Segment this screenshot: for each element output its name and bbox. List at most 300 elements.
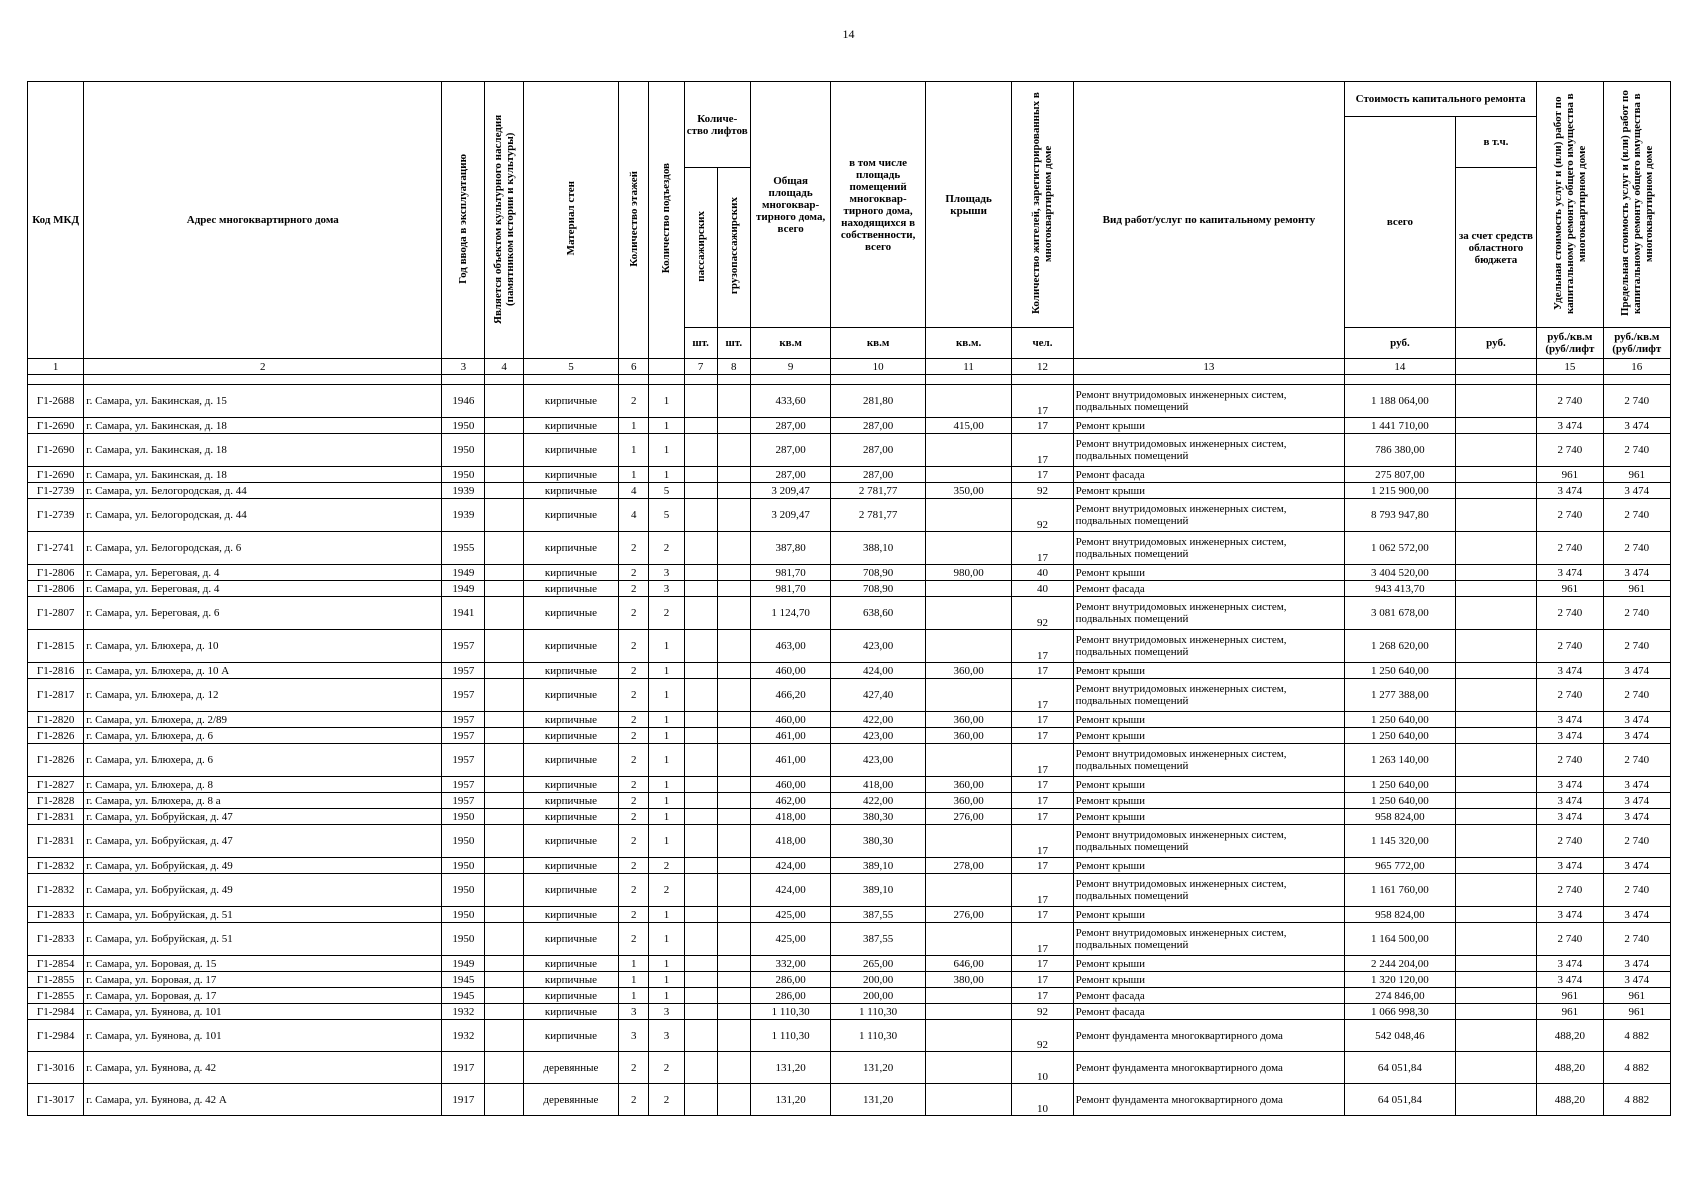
cell-cost-region — [1455, 532, 1536, 565]
cell-unit-cost: 3 474 — [1537, 565, 1603, 581]
cell-wall-material: кирпичные — [523, 858, 619, 874]
cell-max-cost: 3 474 — [1603, 793, 1670, 809]
cell-roof-area — [925, 1052, 1011, 1084]
cell-year: 1949 — [442, 581, 485, 597]
cell-roof-area: 415,00 — [925, 418, 1011, 434]
cell-area-total: 463,00 — [750, 630, 830, 663]
cell-cost-total: 1 062 572,00 — [1345, 532, 1456, 565]
cell-cost-total: 1 250 640,00 — [1345, 728, 1456, 744]
cell-floors: 2 — [619, 858, 649, 874]
cell-passenger-lifts — [684, 499, 717, 532]
cell-cargo-lifts — [717, 712, 750, 728]
cell-floors: 2 — [619, 630, 649, 663]
cell-area-owned: 423,00 — [831, 744, 926, 777]
cell-wall-material: кирпичные — [523, 956, 619, 972]
cell-unit-cost: 3 474 — [1537, 777, 1603, 793]
cell-year: 1957 — [442, 744, 485, 777]
cell-work-type: Ремонт внутридомовых инженерных систем, подвальных помещений — [1073, 630, 1344, 663]
table-row — [28, 874, 1671, 907]
cell-area-total: 287,00 — [750, 418, 830, 434]
unit-roof-area: кв.м. — [925, 328, 1011, 359]
cell-max-cost: 3 474 — [1603, 418, 1670, 434]
table-row — [28, 483, 1671, 499]
cell-cost-region — [1455, 728, 1536, 744]
cell-wall-material: кирпичные — [523, 777, 619, 793]
cell-floors: 4 — [619, 499, 649, 532]
col-num: 7 — [684, 359, 717, 375]
cell-work-type: Ремонт внутридомовых инженерных систем, подвальных помещений — [1073, 434, 1344, 467]
cell-area-owned: 424,00 — [831, 663, 926, 679]
cell-floors: 2 — [619, 923, 649, 956]
cell-wall-material: кирпичные — [523, 744, 619, 777]
cell-passenger-lifts — [684, 923, 717, 956]
table-row — [28, 581, 1671, 597]
cell-work-type: Ремонт внутридомовых инженерных систем, подвальных помещений — [1073, 923, 1344, 956]
cell-wall-material: кирпичные — [523, 499, 619, 532]
cell-work-type: Ремонт крыши — [1073, 728, 1344, 744]
cell-cost-region — [1455, 581, 1536, 597]
cell-residents: 40 — [1012, 581, 1073, 597]
table-row — [28, 728, 1671, 744]
cell-address: г. Самара, ул. Бобруйская, д. 49 — [84, 858, 442, 874]
cell-floors: 2 — [619, 1084, 649, 1116]
cell-address: г. Самара, ул. Блюхера, д. 10 — [84, 630, 442, 663]
cell-area-owned: 131,20 — [831, 1052, 926, 1084]
cell-cargo-lifts — [717, 825, 750, 858]
cell-year: 1950 — [442, 907, 485, 923]
cell-unit-cost: 2 740 — [1537, 532, 1603, 565]
cell-area-total: 418,00 — [750, 809, 830, 825]
cell-max-cost: 3 474 — [1603, 663, 1670, 679]
cell-code: Г1-2807 — [28, 597, 84, 630]
cell-year: 1932 — [442, 1004, 485, 1020]
cell-work-type: Ремонт фасада — [1073, 988, 1344, 1004]
cell-cargo-lifts — [717, 467, 750, 483]
cell-cargo-lifts — [717, 630, 750, 663]
cell-unit-cost: 3 474 — [1537, 793, 1603, 809]
cell-unit-cost: 3 474 — [1537, 418, 1603, 434]
cell-entrances: 1 — [649, 793, 684, 809]
cell-passenger-lifts — [684, 679, 717, 712]
cell-year: 1939 — [442, 483, 485, 499]
cell-code: Г1-2826 — [28, 728, 84, 744]
cell-heritage — [485, 728, 523, 744]
cell-heritage — [485, 793, 523, 809]
col-num: 10 — [831, 359, 926, 375]
cell-roof-area: 360,00 — [925, 777, 1011, 793]
cell-area-total: 1 110,30 — [750, 1004, 830, 1020]
cell-area-total: 424,00 — [750, 858, 830, 874]
cell-unit-cost: 488,20 — [1537, 1020, 1603, 1052]
cell-work-type: Ремонт внутридомовых инженерных систем, подвальных помещений — [1073, 385, 1344, 418]
cell-year: 1950 — [442, 418, 485, 434]
unit-unit-cost: руб./кв.м (руб/лифт — [1537, 328, 1603, 359]
cell-year: 1950 — [442, 874, 485, 907]
cell-residents: 17 — [1012, 434, 1073, 467]
cell-heritage — [485, 1004, 523, 1020]
cell-residents: 40 — [1012, 565, 1073, 581]
cell-cargo-lifts — [717, 1004, 750, 1020]
cell-roof-area: 646,00 — [925, 956, 1011, 972]
cell-year: 1939 — [442, 499, 485, 532]
unit-cost-total: руб. — [1345, 328, 1456, 359]
cell-roof-area — [925, 630, 1011, 663]
cell-wall-material: кирпичные — [523, 532, 619, 565]
cell-floors: 3 — [619, 1020, 649, 1052]
cell-cost-region — [1455, 434, 1536, 467]
cell-cargo-lifts — [717, 923, 750, 956]
cell-floors: 2 — [619, 385, 649, 418]
cell-floors: 1 — [619, 434, 649, 467]
cell-area-total: 460,00 — [750, 663, 830, 679]
cell-entrances: 1 — [649, 825, 684, 858]
table-row — [28, 532, 1671, 565]
table-row — [28, 744, 1671, 777]
cell-passenger-lifts — [684, 581, 717, 597]
cell-floors: 1 — [619, 988, 649, 1004]
cell-residents: 17 — [1012, 728, 1073, 744]
cell-residents: 92 — [1012, 483, 1073, 499]
cell-max-cost: 3 474 — [1603, 712, 1670, 728]
cell-unit-cost: 2 740 — [1537, 744, 1603, 777]
table-body — [28, 375, 1671, 1116]
cell-cost-total: 1 164 500,00 — [1345, 923, 1456, 956]
cell-cost-region — [1455, 483, 1536, 499]
header-cost: Стоимость капитального ремонта — [1345, 82, 1537, 117]
cell-max-cost: 2 740 — [1603, 597, 1670, 630]
cell-passenger-lifts — [684, 1020, 717, 1052]
cell-floors: 2 — [619, 663, 649, 679]
header-cost-incl: в т.ч. — [1455, 117, 1536, 168]
cell-work-type: Ремонт крыши — [1073, 907, 1344, 923]
cell-area-owned: 287,00 — [831, 418, 926, 434]
cell-heritage — [485, 874, 523, 907]
cell-area-owned: 265,00 — [831, 956, 926, 972]
cell-heritage — [485, 809, 523, 825]
cell-work-type: Ремонт фундамента многоквартирного дома — [1073, 1020, 1344, 1052]
cell-cost-region — [1455, 418, 1536, 434]
cell-cost-total: 958 824,00 — [1345, 809, 1456, 825]
table-row — [28, 418, 1671, 434]
cell-code: Г1-2984 — [28, 1020, 84, 1052]
cell-entrances: 1 — [649, 418, 684, 434]
cell-area-total: 981,70 — [750, 565, 830, 581]
header-roof-area: Площадь крыши — [925, 82, 1011, 328]
header-cargo-lifts: грузопассажирских — [727, 197, 740, 295]
cell-area-owned: 1 110,30 — [831, 1020, 926, 1052]
cell-residents: 17 — [1012, 467, 1073, 483]
page-number: 14 — [842, 27, 855, 41]
cell-heritage — [485, 972, 523, 988]
table-row — [28, 712, 1671, 728]
cell-residents: 17 — [1012, 630, 1073, 663]
table-row — [28, 1084, 1671, 1116]
cell-area-owned: 281,80 — [831, 385, 926, 418]
cell-area-owned: 1 110,30 — [831, 1004, 926, 1020]
cell-max-cost: 3 474 — [1603, 907, 1670, 923]
cell-cost-region — [1455, 956, 1536, 972]
cell-area-total: 3 209,47 — [750, 499, 830, 532]
cell-cargo-lifts — [717, 988, 750, 1004]
cell-area-total: 332,00 — [750, 956, 830, 972]
cell-address: г. Самара, ул. Береговая, д. 6 — [84, 597, 442, 630]
cell-year: 1917 — [442, 1052, 485, 1084]
cell-entrances: 1 — [649, 385, 684, 418]
cell-area-total: 461,00 — [750, 744, 830, 777]
cell-passenger-lifts — [684, 385, 717, 418]
cell-residents: 17 — [1012, 825, 1073, 858]
cell-address: г. Самара, ул. Бобруйская, д. 49 — [84, 874, 442, 907]
cell-max-cost: 3 474 — [1603, 956, 1670, 972]
cell-code: Г1-2739 — [28, 499, 84, 532]
cell-unit-cost: 2 740 — [1537, 597, 1603, 630]
cell-residents: 17 — [1012, 532, 1073, 565]
cell-passenger-lifts — [684, 777, 717, 793]
cell-cost-total: 64 051,84 — [1345, 1052, 1456, 1084]
cell-passenger-lifts — [684, 972, 717, 988]
cell-floors: 2 — [619, 744, 649, 777]
cell-unit-cost: 2 740 — [1537, 825, 1603, 858]
cell-entrances: 1 — [649, 988, 684, 1004]
cell-heritage — [485, 663, 523, 679]
cell-max-cost: 2 740 — [1603, 630, 1670, 663]
cell-passenger-lifts — [684, 809, 717, 825]
cell-cargo-lifts — [717, 418, 750, 434]
cell-work-type: Ремонт крыши — [1073, 712, 1344, 728]
cell-cargo-lifts — [717, 483, 750, 499]
cell-code: Г1-2828 — [28, 793, 84, 809]
unit-cargo: шт. — [717, 328, 750, 359]
cell-year: 1957 — [442, 777, 485, 793]
cell-passenger-lifts — [684, 663, 717, 679]
unit-max-cost: руб./кв.м (руб/лифт — [1603, 328, 1670, 359]
cell-floors: 2 — [619, 777, 649, 793]
cell-year: 1950 — [442, 923, 485, 956]
cell-residents: 92 — [1012, 1004, 1073, 1020]
cell-passenger-lifts — [684, 744, 717, 777]
cell-residents: 17 — [1012, 972, 1073, 988]
cell-floors: 2 — [619, 809, 649, 825]
cell-max-cost: 2 740 — [1603, 434, 1670, 467]
cell-cargo-lifts — [717, 565, 750, 581]
cell-cost-total: 8 793 947,80 — [1345, 499, 1456, 532]
cell-wall-material: кирпичные — [523, 630, 619, 663]
cell-passenger-lifts — [684, 532, 717, 565]
cell-area-owned: 380,30 — [831, 825, 926, 858]
cell-unit-cost: 2 740 — [1537, 434, 1603, 467]
table-row — [28, 1004, 1671, 1020]
cell-cost-region — [1455, 972, 1536, 988]
cell-year: 1950 — [442, 434, 485, 467]
cell-entrances: 1 — [649, 923, 684, 956]
cell-unit-cost: 961 — [1537, 581, 1603, 597]
cell-year: 1957 — [442, 712, 485, 728]
cell-entrances: 1 — [649, 907, 684, 923]
cell-cost-region — [1455, 1004, 1536, 1020]
cell-heritage — [485, 1052, 523, 1084]
cell-residents: 17 — [1012, 418, 1073, 434]
cell-cost-region — [1455, 744, 1536, 777]
cell-roof-area — [925, 467, 1011, 483]
cell-passenger-lifts — [684, 956, 717, 972]
col-num: 11 — [925, 359, 1011, 375]
cell-year: 1957 — [442, 728, 485, 744]
cell-cargo-lifts — [717, 728, 750, 744]
cell-passenger-lifts — [684, 825, 717, 858]
cell-cargo-lifts — [717, 809, 750, 825]
cell-floors: 2 — [619, 907, 649, 923]
cell-roof-area: 276,00 — [925, 809, 1011, 825]
cell-passenger-lifts — [684, 467, 717, 483]
cell-cost-total: 1 250 640,00 — [1345, 793, 1456, 809]
cell-cargo-lifts — [717, 777, 750, 793]
cell-year: 1932 — [442, 1020, 485, 1052]
cell-year: 1950 — [442, 809, 485, 825]
cell-heritage — [485, 1084, 523, 1116]
cell-code: Г1-2806 — [28, 581, 84, 597]
cell-work-type: Ремонт фасада — [1073, 1004, 1344, 1020]
cell-area-total: 286,00 — [750, 972, 830, 988]
table-row — [28, 1020, 1671, 1052]
cell-max-cost: 2 740 — [1603, 532, 1670, 565]
cell-heritage — [485, 907, 523, 923]
cell-area-owned: 422,00 — [831, 712, 926, 728]
cell-heritage — [485, 483, 523, 499]
cell-entrances: 1 — [649, 777, 684, 793]
cell-work-type: Ремонт крыши — [1073, 418, 1344, 434]
table-row — [28, 630, 1671, 663]
cell-entrances: 3 — [649, 1020, 684, 1052]
cell-max-cost: 4 882 — [1603, 1020, 1670, 1052]
cell-max-cost: 4 882 — [1603, 1052, 1670, 1084]
cell-cargo-lifts — [717, 972, 750, 988]
cell-roof-area — [925, 988, 1011, 1004]
cell-cost-region — [1455, 679, 1536, 712]
cell-work-type: Ремонт крыши — [1073, 809, 1344, 825]
col-num: 8 — [717, 359, 750, 375]
cell-max-cost: 961 — [1603, 581, 1670, 597]
cell-cargo-lifts — [717, 532, 750, 565]
cell-year: 1917 — [442, 1084, 485, 1116]
cell-unit-cost: 961 — [1537, 988, 1603, 1004]
table-row — [28, 565, 1671, 581]
cell-wall-material: кирпичные — [523, 923, 619, 956]
cell-code: Г1-2826 — [28, 744, 84, 777]
cell-entrances: 1 — [649, 434, 684, 467]
col-num: 16 — [1603, 359, 1670, 375]
col-num: 12 — [1012, 359, 1073, 375]
cell-code: Г1-2832 — [28, 858, 84, 874]
cell-work-type: Ремонт фасада — [1073, 467, 1344, 483]
column-number-row — [28, 359, 1671, 375]
cell-year: 1950 — [442, 467, 485, 483]
cell-address: г. Самара, ул. Береговая, д. 4 — [84, 565, 442, 581]
cell-max-cost: 2 740 — [1603, 385, 1670, 418]
cell-floors: 4 — [619, 483, 649, 499]
cell-entrances: 2 — [649, 874, 684, 907]
cell-roof-area: 380,00 — [925, 972, 1011, 988]
col-num: 3 — [442, 359, 485, 375]
header-wall-material: Материал стен — [564, 181, 577, 256]
cell-floors: 2 — [619, 825, 649, 858]
cell-work-type: Ремонт внутридомовых инженерных систем, подвальных помещений — [1073, 679, 1344, 712]
cell-passenger-lifts — [684, 907, 717, 923]
cell-year: 1949 — [442, 565, 485, 581]
cell-address: г. Самара, ул. Блюхера, д. 12 — [84, 679, 442, 712]
cell-area-owned: 200,00 — [831, 988, 926, 1004]
cell-heritage — [485, 597, 523, 630]
cell-roof-area — [925, 532, 1011, 565]
cell-heritage — [485, 385, 523, 418]
cell-cost-region — [1455, 988, 1536, 1004]
cell-wall-material: кирпичные — [523, 907, 619, 923]
cell-roof-area: 360,00 — [925, 793, 1011, 809]
header-entrances: Количество подъездов — [660, 163, 673, 274]
cell-area-total: 424,00 — [750, 874, 830, 907]
cell-max-cost: 2 740 — [1603, 679, 1670, 712]
cell-passenger-lifts — [684, 728, 717, 744]
cell-work-type: Ремонт внутридомовых инженерных систем, подвальных помещений — [1073, 744, 1344, 777]
cell-code: Г1-2820 — [28, 712, 84, 728]
cell-cargo-lifts — [717, 858, 750, 874]
cell-residents: 17 — [1012, 712, 1073, 728]
table-row — [28, 777, 1671, 793]
cell-cost-total: 275 807,00 — [1345, 467, 1456, 483]
cell-heritage — [485, 434, 523, 467]
cell-floors: 2 — [619, 565, 649, 581]
col-num-empty — [1455, 359, 1536, 375]
cell-heritage — [485, 418, 523, 434]
cell-wall-material: деревянные — [523, 1084, 619, 1116]
cell-heritage — [485, 467, 523, 483]
cell-passenger-lifts — [684, 712, 717, 728]
cell-code: Г1-2827 — [28, 777, 84, 793]
cell-roof-area — [925, 1020, 1011, 1052]
cell-area-total: 433,60 — [750, 385, 830, 418]
cell-wall-material: кирпичные — [523, 663, 619, 679]
cell-unit-cost: 3 474 — [1537, 728, 1603, 744]
cell-cost-region — [1455, 1020, 1536, 1052]
cell-max-cost: 3 474 — [1603, 483, 1670, 499]
cell-roof-area — [925, 434, 1011, 467]
cell-cargo-lifts — [717, 1052, 750, 1084]
cell-floors: 1 — [619, 956, 649, 972]
cell-entrances: 3 — [649, 565, 684, 581]
cell-residents: 17 — [1012, 988, 1073, 1004]
cell-unit-cost: 2 740 — [1537, 679, 1603, 712]
cell-cargo-lifts — [717, 581, 750, 597]
cell-work-type: Ремонт крыши — [1073, 777, 1344, 793]
cell-cost-total: 1 161 760,00 — [1345, 874, 1456, 907]
header-year: Год ввода в эксплуатацию — [457, 153, 470, 284]
cell-address: г. Самара, ул. Белогородская, д. 44 — [84, 483, 442, 499]
cell-cost-region — [1455, 630, 1536, 663]
header-address: Адрес многоквартирного дома — [84, 82, 442, 359]
table-row — [28, 385, 1671, 418]
cell-cost-region — [1455, 777, 1536, 793]
cell-work-type: Ремонт крыши — [1073, 565, 1344, 581]
cell-heritage — [485, 712, 523, 728]
cell-residents: 17 — [1012, 744, 1073, 777]
cell-cost-region — [1455, 1084, 1536, 1116]
header-area-owned: в том числе площадь помещений многоквар-тирного дома, находящихся в собственности, всего — [831, 82, 926, 328]
table-row — [28, 988, 1671, 1004]
cell-residents: 10 — [1012, 1084, 1073, 1116]
cell-area-total: 387,80 — [750, 532, 830, 565]
cell-code: Г1-2688 — [28, 385, 84, 418]
cell-residents: 17 — [1012, 907, 1073, 923]
cell-address: г. Самара, ул. Бобруйская, д. 51 — [84, 923, 442, 956]
